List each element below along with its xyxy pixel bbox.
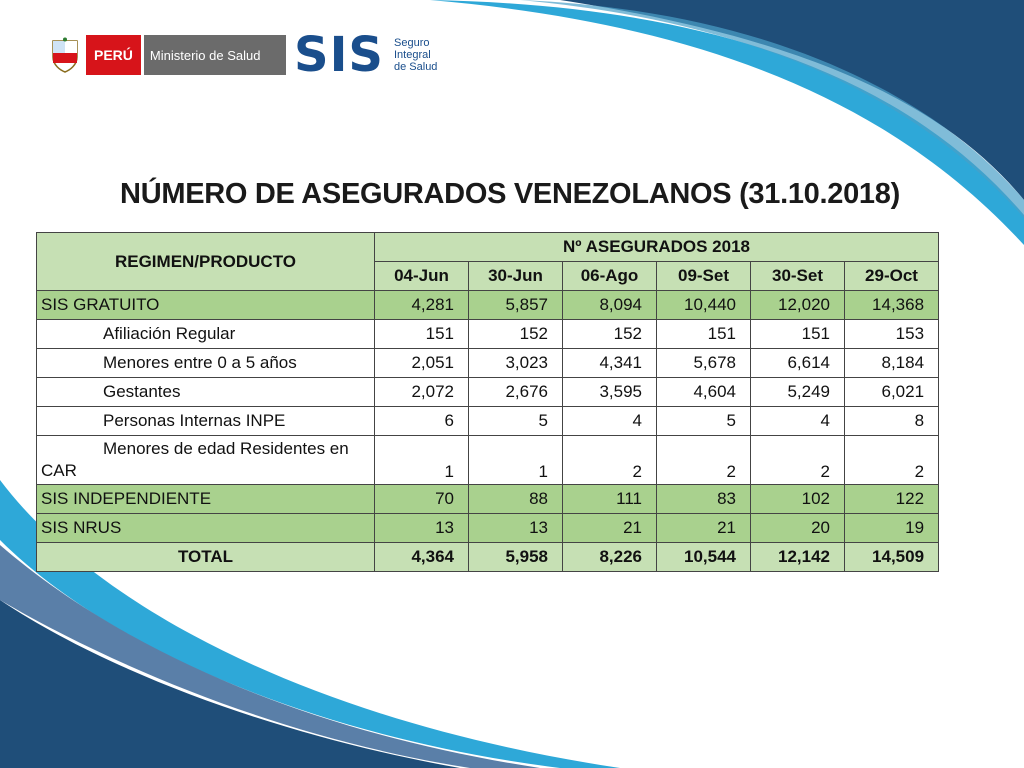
- page-title: NÚMERO DE ASEGURADOS VENEZOLANOS (31.10.2018): [120, 178, 900, 210]
- cell-value: 20: [751, 514, 845, 543]
- peru-label: PERÚ: [86, 35, 141, 75]
- group-header: Nº ASEGURADOS 2018: [375, 233, 939, 262]
- total-value: 12,142: [751, 543, 845, 572]
- cell-value: 19: [845, 514, 939, 543]
- table-row: [37, 485, 939, 514]
- sis-subtitle: [394, 37, 437, 73]
- cell-value: 122: [845, 485, 939, 514]
- cell-value: 152: [563, 320, 657, 349]
- cell-value: 2,072: [375, 378, 469, 407]
- total-row: [37, 543, 939, 572]
- total-value: 8,226: [563, 543, 657, 572]
- cell-value: 151: [657, 320, 751, 349]
- row-label: Menores entre 0 a 5 años: [37, 349, 375, 378]
- cell-value: 12,020: [751, 291, 845, 320]
- cell-value: 151: [751, 320, 845, 349]
- cell-value: 2,676: [469, 378, 563, 407]
- cell-value: 2: [657, 436, 751, 485]
- cell-value: 152: [469, 320, 563, 349]
- table-row: [37, 349, 939, 378]
- table-row: [37, 378, 939, 407]
- cell-value: 70: [375, 485, 469, 514]
- cell-value: 2: [563, 436, 657, 485]
- row-label-line-1: Menores de edad Residentes en: [103, 439, 349, 458]
- row-label: SIS NRUS: [37, 514, 375, 543]
- row-label: SIS INDEPENDIENTE: [37, 485, 375, 514]
- cell-value: 5: [469, 407, 563, 436]
- regimen-header: REGIMEN/PRODUCTO: [37, 233, 375, 291]
- cell-value: 10,440: [657, 291, 751, 320]
- cell-value: 8,094: [563, 291, 657, 320]
- total-value: 5,958: [469, 543, 563, 572]
- row-label: Gestantes: [37, 378, 375, 407]
- row-label: SIS GRATUITO: [37, 291, 375, 320]
- total-value: 4,364: [375, 543, 469, 572]
- table-row: [37, 436, 939, 485]
- cell-value: 2,051: [375, 349, 469, 378]
- cell-value: 151: [375, 320, 469, 349]
- date-header: 09-Set: [657, 262, 751, 291]
- date-header: 06-Ago: [563, 262, 657, 291]
- cell-value: 88: [469, 485, 563, 514]
- sis-logo: [294, 27, 438, 83]
- sis-subtitle-line-3: de Salud: [394, 61, 438, 73]
- cell-value: 5,249: [751, 378, 845, 407]
- total-value: 10,544: [657, 543, 751, 572]
- table-row: [37, 291, 939, 320]
- cell-value: 13: [469, 514, 563, 543]
- peru-crest-icon: [48, 35, 82, 75]
- cell-value: 111: [563, 485, 657, 514]
- row-label-line-2: CAR: [41, 461, 77, 480]
- total-value: 14,509: [845, 543, 939, 572]
- cell-value: 14,368: [845, 291, 939, 320]
- table-row: [37, 320, 939, 349]
- row-label: Afiliación Regular: [37, 320, 375, 349]
- row-label: [37, 436, 375, 485]
- cell-value: 5,857: [469, 291, 563, 320]
- date-header: 04-Jun: [375, 262, 469, 291]
- date-header: 30-Jun: [469, 262, 563, 291]
- cell-value: 3,595: [563, 378, 657, 407]
- cell-value: 6,021: [845, 378, 939, 407]
- cell-value: 153: [845, 320, 939, 349]
- table-row: [37, 407, 939, 436]
- cell-value: 2: [845, 436, 939, 485]
- cell-value: 1: [375, 436, 469, 485]
- cell-value: 2: [751, 436, 845, 485]
- cell-value: 13: [375, 514, 469, 543]
- cell-value: 4: [563, 407, 657, 436]
- row-label: Personas Internas INPE: [37, 407, 375, 436]
- insured-table: [36, 232, 939, 572]
- cell-value: 21: [563, 514, 657, 543]
- table-header-row: [37, 233, 939, 262]
- sis-wordmark: SIS: [294, 27, 384, 83]
- cell-value: 4,604: [657, 378, 751, 407]
- cell-value: 1: [469, 436, 563, 485]
- cell-value: 4,281: [375, 291, 469, 320]
- date-header: 29-Oct: [845, 262, 939, 291]
- cell-value: 21: [657, 514, 751, 543]
- cell-value: 8,184: [845, 349, 939, 378]
- cell-value: 4: [751, 407, 845, 436]
- date-header: 30-Set: [751, 262, 845, 291]
- cell-value: 83: [657, 485, 751, 514]
- peru-ministry-logo: [48, 35, 286, 75]
- cell-value: 6: [375, 407, 469, 436]
- cell-value: 8: [845, 407, 939, 436]
- sis-subtitle-line-1: Seguro: [394, 37, 430, 49]
- total-label: TOTAL: [37, 543, 375, 572]
- table-row: [37, 514, 939, 543]
- cell-value: 102: [751, 485, 845, 514]
- cell-value: 5: [657, 407, 751, 436]
- ministry-label: Ministerio de Salud: [144, 35, 287, 75]
- sis-subtitle-line-2: Integral: [394, 49, 431, 61]
- cell-value: 3,023: [469, 349, 563, 378]
- cell-value: 5,678: [657, 349, 751, 378]
- cell-value: 4,341: [563, 349, 657, 378]
- cell-value: 6,614: [751, 349, 845, 378]
